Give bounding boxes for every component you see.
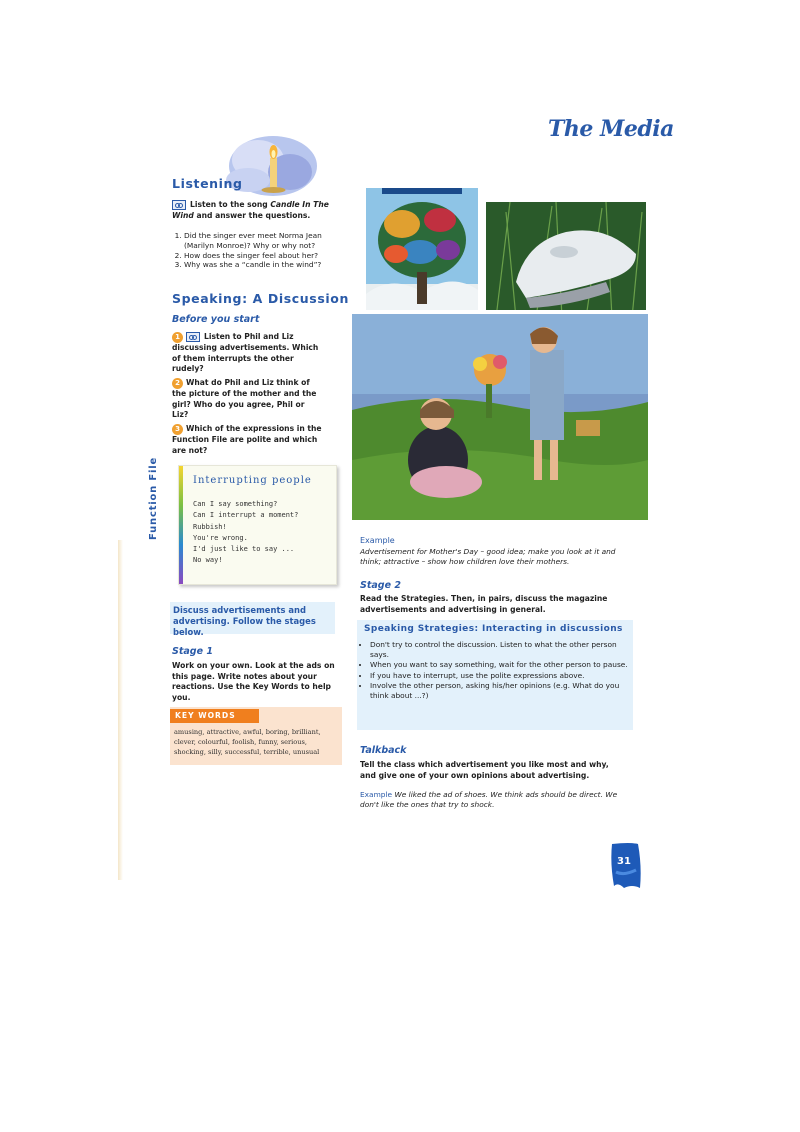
stage1-text: Work on your own. Look at the ads on this page. Write notes about your reactions. Use the Key Words to help you. xyxy=(172,661,335,702)
example1-text: Advertisement for Mother's Day – good idea; make you look at it and think; attractive – show how children love their mothers. xyxy=(360,547,616,567)
function-file-box xyxy=(178,465,337,585)
number-badge: 1 xyxy=(172,332,183,343)
before-item-3: 3 Which of the expressions in the Function File are polite and which are not? xyxy=(172,424,322,455)
tree-advert-image xyxy=(362,184,482,328)
stage1-heading: Stage 1 xyxy=(172,646,213,657)
shoe-advert-image xyxy=(486,202,646,318)
before-item-2: 2 What do Phil and Liz think of the picture of the mother and the girl? Who do you agree, Phil or Liz? xyxy=(172,378,317,420)
phrase: Can I say something? xyxy=(193,500,278,508)
binding-edge xyxy=(118,540,123,880)
talkback-example xyxy=(360,790,626,811)
before-item-1: 1 Listen to Phil and Liz discussing advertisements. Which of them interrupts the other rudely? xyxy=(172,332,319,374)
phrase: I'd just like to say ... xyxy=(193,545,295,554)
example-text: We liked the ad of shoes. We think ads should be direct. We don't like the ones that try to shock. xyxy=(360,790,618,810)
function-file-tab: Function File xyxy=(148,456,159,540)
number-badge: 3 xyxy=(172,424,183,435)
list-item: • When you want to say something, wait for the other person to pause. xyxy=(370,660,636,670)
mother-daughter-advert-image xyxy=(350,310,650,524)
strategies-list xyxy=(360,640,636,701)
key-words-label: KEY WORDS xyxy=(170,709,259,723)
number-badge: 2 xyxy=(172,378,183,389)
photo-collage xyxy=(350,184,650,524)
function-file-stripe xyxy=(179,466,183,584)
phrase: Can I interrupt a moment? xyxy=(193,511,299,520)
listening-intro: Listen to the song Candle In The Wind and answer the questions. xyxy=(172,200,329,220)
talkback-text: Tell the class which advertisement you like most and why, and give one of your own opinions about advertising. xyxy=(360,760,609,780)
list-item: • If you have to interrupt, use the polite expressions above. xyxy=(370,671,636,681)
list-item: • Involve the other person, asking his/her opinions (e.g. What do you think about ...?) xyxy=(370,681,636,701)
strategies-title: Speaking Strategies: Interacting in discussions xyxy=(364,624,623,634)
example-label: Example xyxy=(360,790,393,799)
before-start-heading: Before you start xyxy=(172,314,260,325)
listening-heading: Listening xyxy=(172,176,243,191)
key-words-text: amusing, attractive, awful, boring, brilliant, clever, colourful, foolish, funny, serious, shocking, silly, successful, terrible, unusual xyxy=(174,728,321,757)
cassette-icon xyxy=(186,332,200,342)
stage2-text: Read the Strategies. Then, in pairs, discuss the magazine advertisements and advertising in general. xyxy=(360,594,608,614)
listening-questions xyxy=(172,231,354,270)
list-item: 1. Did the singer ever meet Norma Jean (Marilyn Monroe)? Why or why not? xyxy=(184,231,354,251)
discuss-text: Discuss advertisements and advertising. Follow the stages below. xyxy=(173,605,316,637)
stage2-heading: Stage 2 xyxy=(360,580,401,591)
page-title: The Media xyxy=(548,116,674,142)
talkback-heading: Talkback xyxy=(360,745,407,756)
phrase: No way! xyxy=(193,556,223,565)
list-item: 3. Why was she a “candle in the wind”? xyxy=(184,260,354,270)
cassette-icon xyxy=(172,200,186,210)
function-file-title: Interrupting people xyxy=(193,475,312,486)
phrase: Rubbish! xyxy=(193,522,227,531)
phrase: You're wrong. xyxy=(193,533,248,542)
page-number: 31 xyxy=(617,856,631,867)
example1-label: Example xyxy=(360,536,395,545)
list-item: 2. How does the singer feel about her? xyxy=(184,251,354,261)
speaking-heading: Speaking: A Discussion xyxy=(172,291,349,306)
list-item: • Don't try to control the discussion. Listen to what the other person says. xyxy=(370,640,636,660)
